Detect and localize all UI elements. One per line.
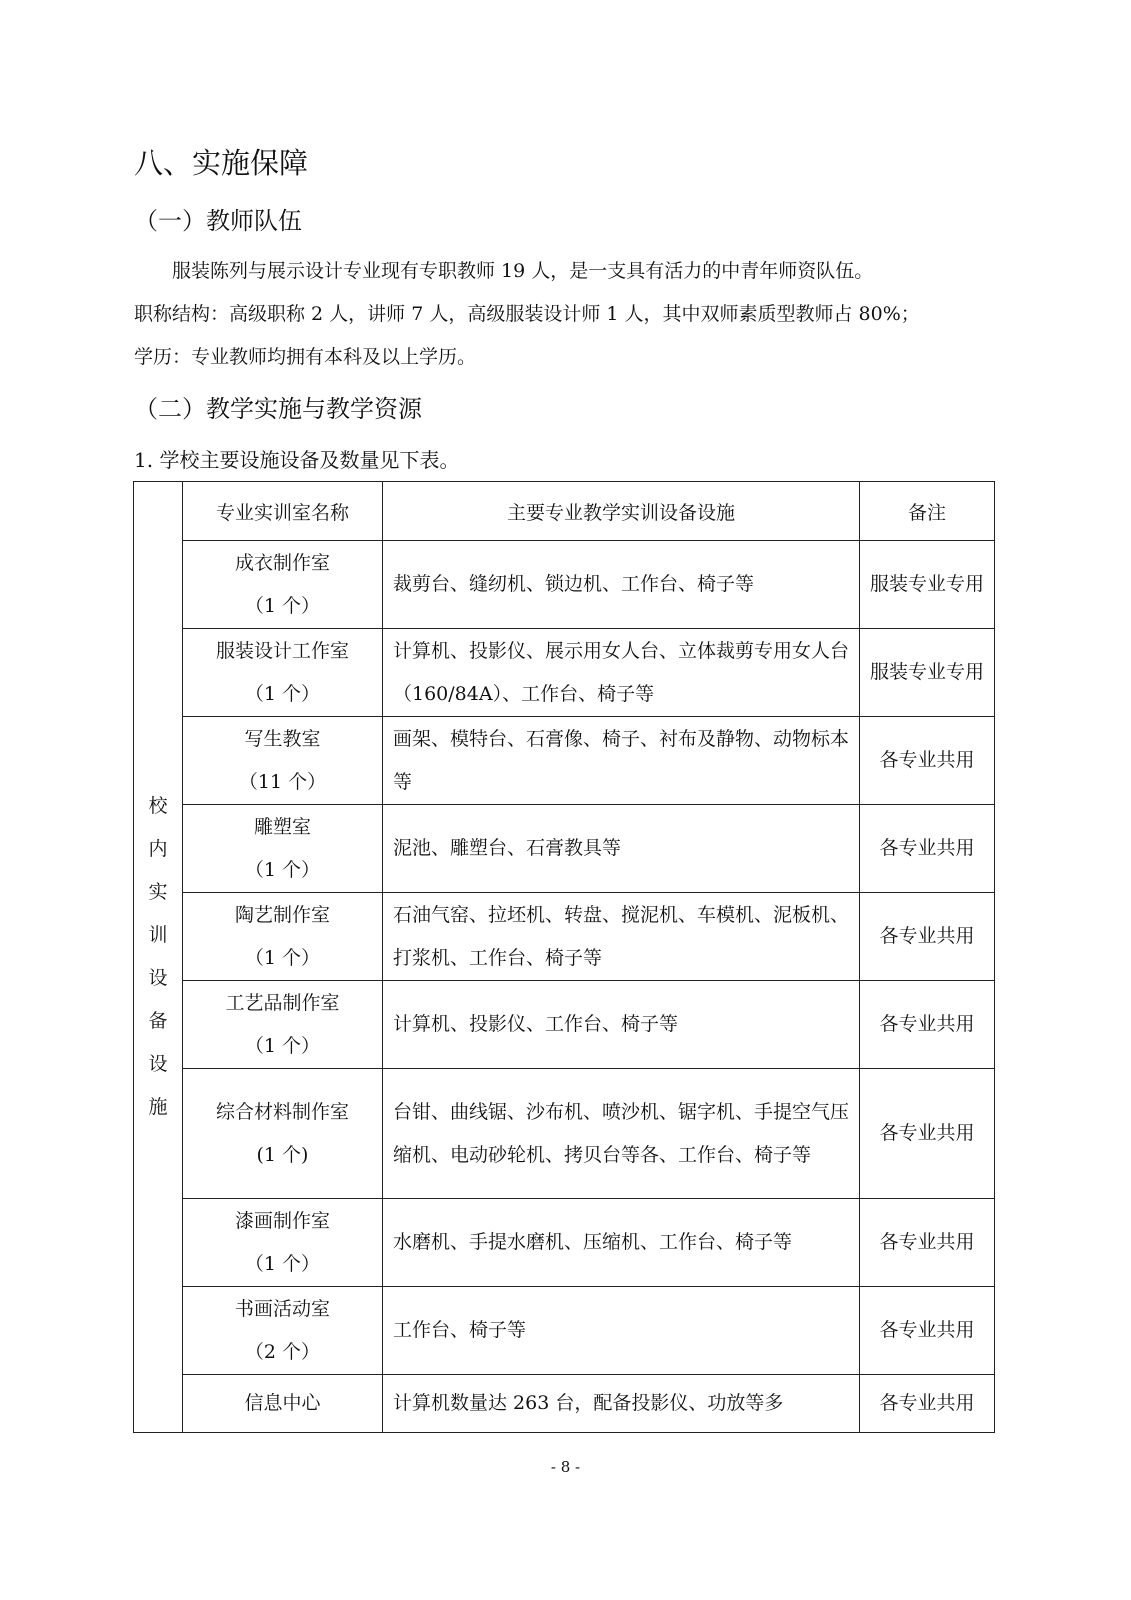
room-name: 工艺品制作室 <box>225 991 340 1014</box>
note-cell: 各专业共用 <box>860 1287 995 1375</box>
note-cell: 服装专业专用 <box>860 541 995 629</box>
table-row <box>134 805 995 893</box>
side-label-char: 设 <box>148 967 168 989</box>
room-name: 综合材料制作室 <box>215 1100 349 1123</box>
side-label-char: 内 <box>148 838 168 860</box>
room-name: 成衣制作室 <box>234 551 330 574</box>
table-row <box>134 1069 995 1199</box>
room-name-cell <box>183 1069 383 1199</box>
note-cell: 各专业共用 <box>860 805 995 893</box>
equipment-cell: 画架、模特台、石膏像、椅子、衬布及静物、动物标本等 <box>383 717 860 805</box>
side-label-cell <box>134 482 183 1433</box>
room-name: 写生教室 <box>244 727 321 750</box>
room-name-cell <box>183 1199 383 1287</box>
room-count: （1 个） <box>244 1252 321 1275</box>
paragraph-line: 学历：专业教师均拥有本科及以上学历。 <box>134 346 477 368</box>
table-row <box>134 717 995 805</box>
table-row <box>134 629 995 717</box>
side-label-char: 施 <box>148 1096 168 1118</box>
equipment-cell: 计算机、投影仪、工作台、椅子等 <box>383 981 860 1069</box>
room-count: （1 个） <box>244 1034 321 1057</box>
table-row <box>134 1287 995 1375</box>
side-label-char: 校 <box>148 795 168 817</box>
equipment-cell: 工作台、椅子等 <box>383 1287 860 1375</box>
room-count: (1 个) <box>256 1143 309 1166</box>
list-item-heading: 1. 学校主要设施设备及数量见下表。 <box>134 448 460 472</box>
side-label-char: 训 <box>148 924 168 946</box>
note-cell: 服装专业专用 <box>860 629 995 717</box>
room-name-cell <box>183 1375 383 1433</box>
room-name-cell <box>183 629 383 717</box>
table-row <box>134 893 995 981</box>
teachers-paragraph <box>134 250 1004 379</box>
room-count: （1 个） <box>244 682 321 705</box>
column-header-note: 备注 <box>860 482 995 541</box>
room-name-cell <box>183 541 383 629</box>
paragraph-line: 服装陈列与展示设计专业现有专职教师 19 人，是一支具有活力的中青年师资队伍。 <box>172 260 874 282</box>
room-name: 雕塑室 <box>253 815 311 838</box>
equipment-cell: 泥池、雕塑台、石膏教具等 <box>383 805 860 893</box>
table-row <box>134 541 995 629</box>
room-count: （2 个） <box>244 1340 321 1363</box>
room-count: （1 个） <box>244 946 321 969</box>
room-name: 漆画制作室 <box>234 1209 330 1232</box>
equipment-cell: 计算机数量达 263 台，配备投影仪、功放等多 <box>383 1375 860 1433</box>
paragraph-line: 职称结构：高级职称 2 人，讲师 7 人，高级服装设计师 1 人，其中双师素质型教师占 80%； <box>134 303 920 325</box>
note-cell: 各专业共用 <box>860 893 995 981</box>
table-row <box>134 981 995 1069</box>
table-row <box>134 1199 995 1287</box>
subsection-title-teachers: （一）教师队伍 <box>134 207 302 235</box>
column-header-room: 专业实训室名称 <box>183 482 383 541</box>
room-name-cell <box>183 981 383 1069</box>
room-name: 书画活动室 <box>234 1297 330 1320</box>
room-name-cell <box>183 805 383 893</box>
room-count: （1 个） <box>244 858 321 881</box>
equipment-cell: 台钳、曲线锯、沙布机、喷沙机、锯字机、手提空气压缩机、电动砂轮机、拷贝台等各、工作台、椅子等 <box>383 1069 860 1199</box>
room-name: 服装设计工作室 <box>215 639 349 662</box>
room-name: 信息中心 <box>244 1392 321 1414</box>
side-label-char: 备 <box>148 1010 168 1032</box>
equipment-cell: 裁剪台、缝纫机、锁边机、工作台、椅子等 <box>383 541 860 629</box>
side-label-char: 实 <box>148 881 168 903</box>
equipment-cell: 石油气窑、拉坯机、转盘、搅泥机、车模机、泥板机、打浆机、工作台、椅子等 <box>383 893 860 981</box>
room-name: 陶艺制作室 <box>234 903 330 926</box>
page-number: - 8 - <box>550 1458 581 1476</box>
note-cell: 各专业共用 <box>860 1199 995 1287</box>
equipment-cell: 计算机、投影仪、展示用女人台、立体裁剪专用女人台（160/84A）、工作台、椅子等 <box>383 629 860 717</box>
note-cell: 各专业共用 <box>860 1069 995 1199</box>
table-header-row <box>134 482 995 541</box>
room-count: （11 个） <box>238 770 327 793</box>
room-name-cell <box>183 893 383 981</box>
table-row <box>134 1375 995 1433</box>
note-cell: 各专业共用 <box>860 1375 995 1433</box>
subsection-title-resources: （二）教学实施与教学资源 <box>134 395 422 423</box>
room-count: （1 个） <box>244 594 321 617</box>
facilities-table <box>133 481 995 1433</box>
room-name-cell <box>183 717 383 805</box>
side-label-char: 设 <box>148 1053 168 1075</box>
section-title: 八、实施保障 <box>134 146 309 180</box>
equipment-cell: 水磨机、手提水磨机、压缩机、工作台、椅子等 <box>383 1199 860 1287</box>
column-header-equipment: 主要专业教学实训设备设施 <box>383 482 860 541</box>
note-cell: 各专业共用 <box>860 717 995 805</box>
note-cell: 各专业共用 <box>860 981 995 1069</box>
room-name-cell <box>183 1287 383 1375</box>
